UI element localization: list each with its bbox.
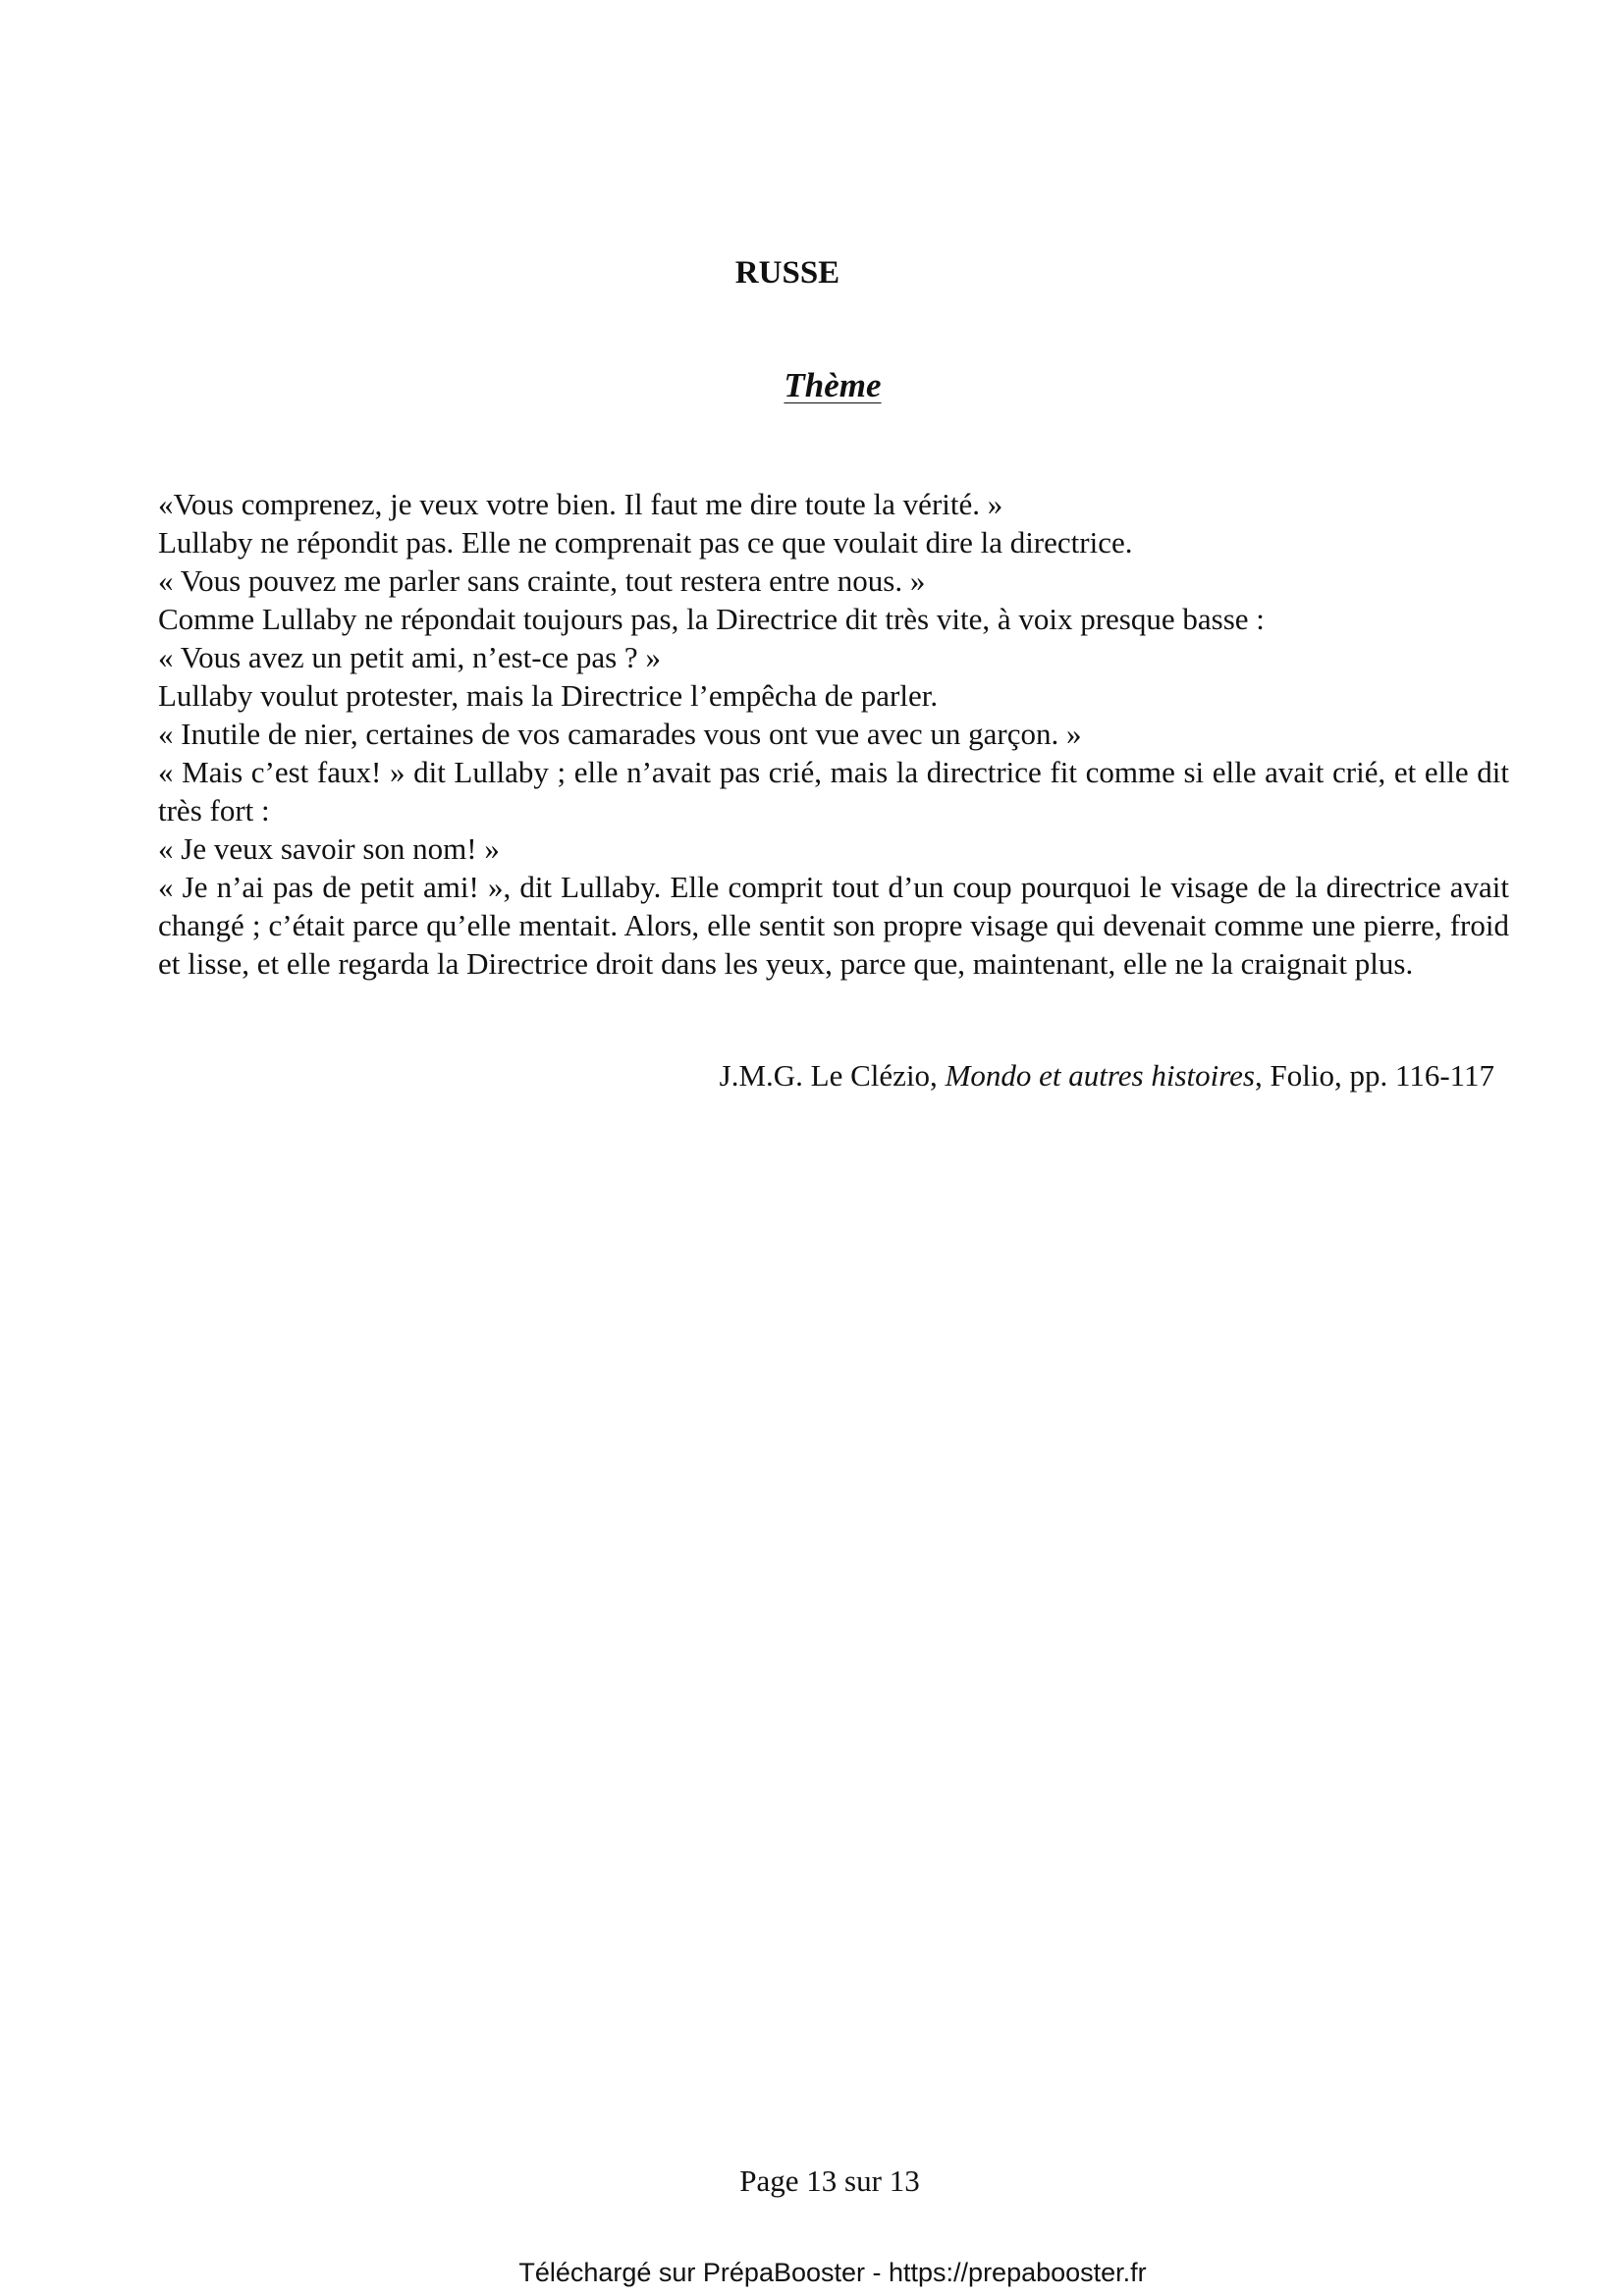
passage-paragraph: « Vous pouvez me parler sans crainte, tout restera entre nous. » [158, 563, 926, 598]
page-title: RUSSE [734, 255, 840, 291]
passage-text [158, 485, 1509, 983]
passage-paragraph: « Je n’ai pas de petit ami! », dit Lullaby. Elle comprit tout d’un coup pourquoi le visage de la directrice avait changé ; c’était parce qu’elle mentait. Alors, elle sentit son propre visage qui devenait comme une pierre, froid et lisse, et elle regarda la Directrice droit dans les yeux, parce que, maintenant, elle ne la craignait plus. [158, 870, 1509, 981]
citation-details: , Folio, pp. 116-117 [1255, 1058, 1494, 1093]
citation-work-title: Mondo et autres histoires [945, 1058, 1255, 1093]
passage-paragraph: « Mais c’est faux! » dit Lullaby ; elle n’avait pas crié, mais la directrice fit comme si elle avait crié, et elle dit très fort : [158, 755, 1509, 828]
source-citation [158, 1056, 1494, 1095]
passage-paragraph: Lullaby ne répondit pas. Elle ne comprenait pas ce que voulait dire la directrice. [158, 525, 1133, 560]
passage-paragraph: «Vous comprenez, je veux votre bien. Il faut me dire toute la vérité. » [158, 487, 1003, 521]
passage-paragraph: Lullaby voulut protester, mais la Directrice l’empêcha de parler. [158, 678, 939, 713]
page-number: Page 13 sur 13 [739, 2163, 920, 2198]
passage-paragraph: « Vous avez un petit ami, n’est-ce pas ? » [158, 640, 661, 674]
passage-paragraph: « Inutile de nier, certaines de vos camarades vous ont vue avec un garçon. » [158, 717, 1082, 751]
passage-paragraph: « Je veux savoir son nom! » [158, 831, 500, 866]
section-subtitle [0, 362, 1623, 409]
download-footer: Téléchargé sur PrépaBooster - https://prepabooster.fr [518, 2258, 1147, 2287]
passage-paragraph: Comme Lullaby ne répondait toujours pas, la Directrice dit très vite, à voix presque basse : [158, 602, 1265, 636]
citation-author: J.M.G. Le Clézio, [719, 1058, 946, 1093]
section-subtitle-text: Thème [784, 366, 882, 404]
